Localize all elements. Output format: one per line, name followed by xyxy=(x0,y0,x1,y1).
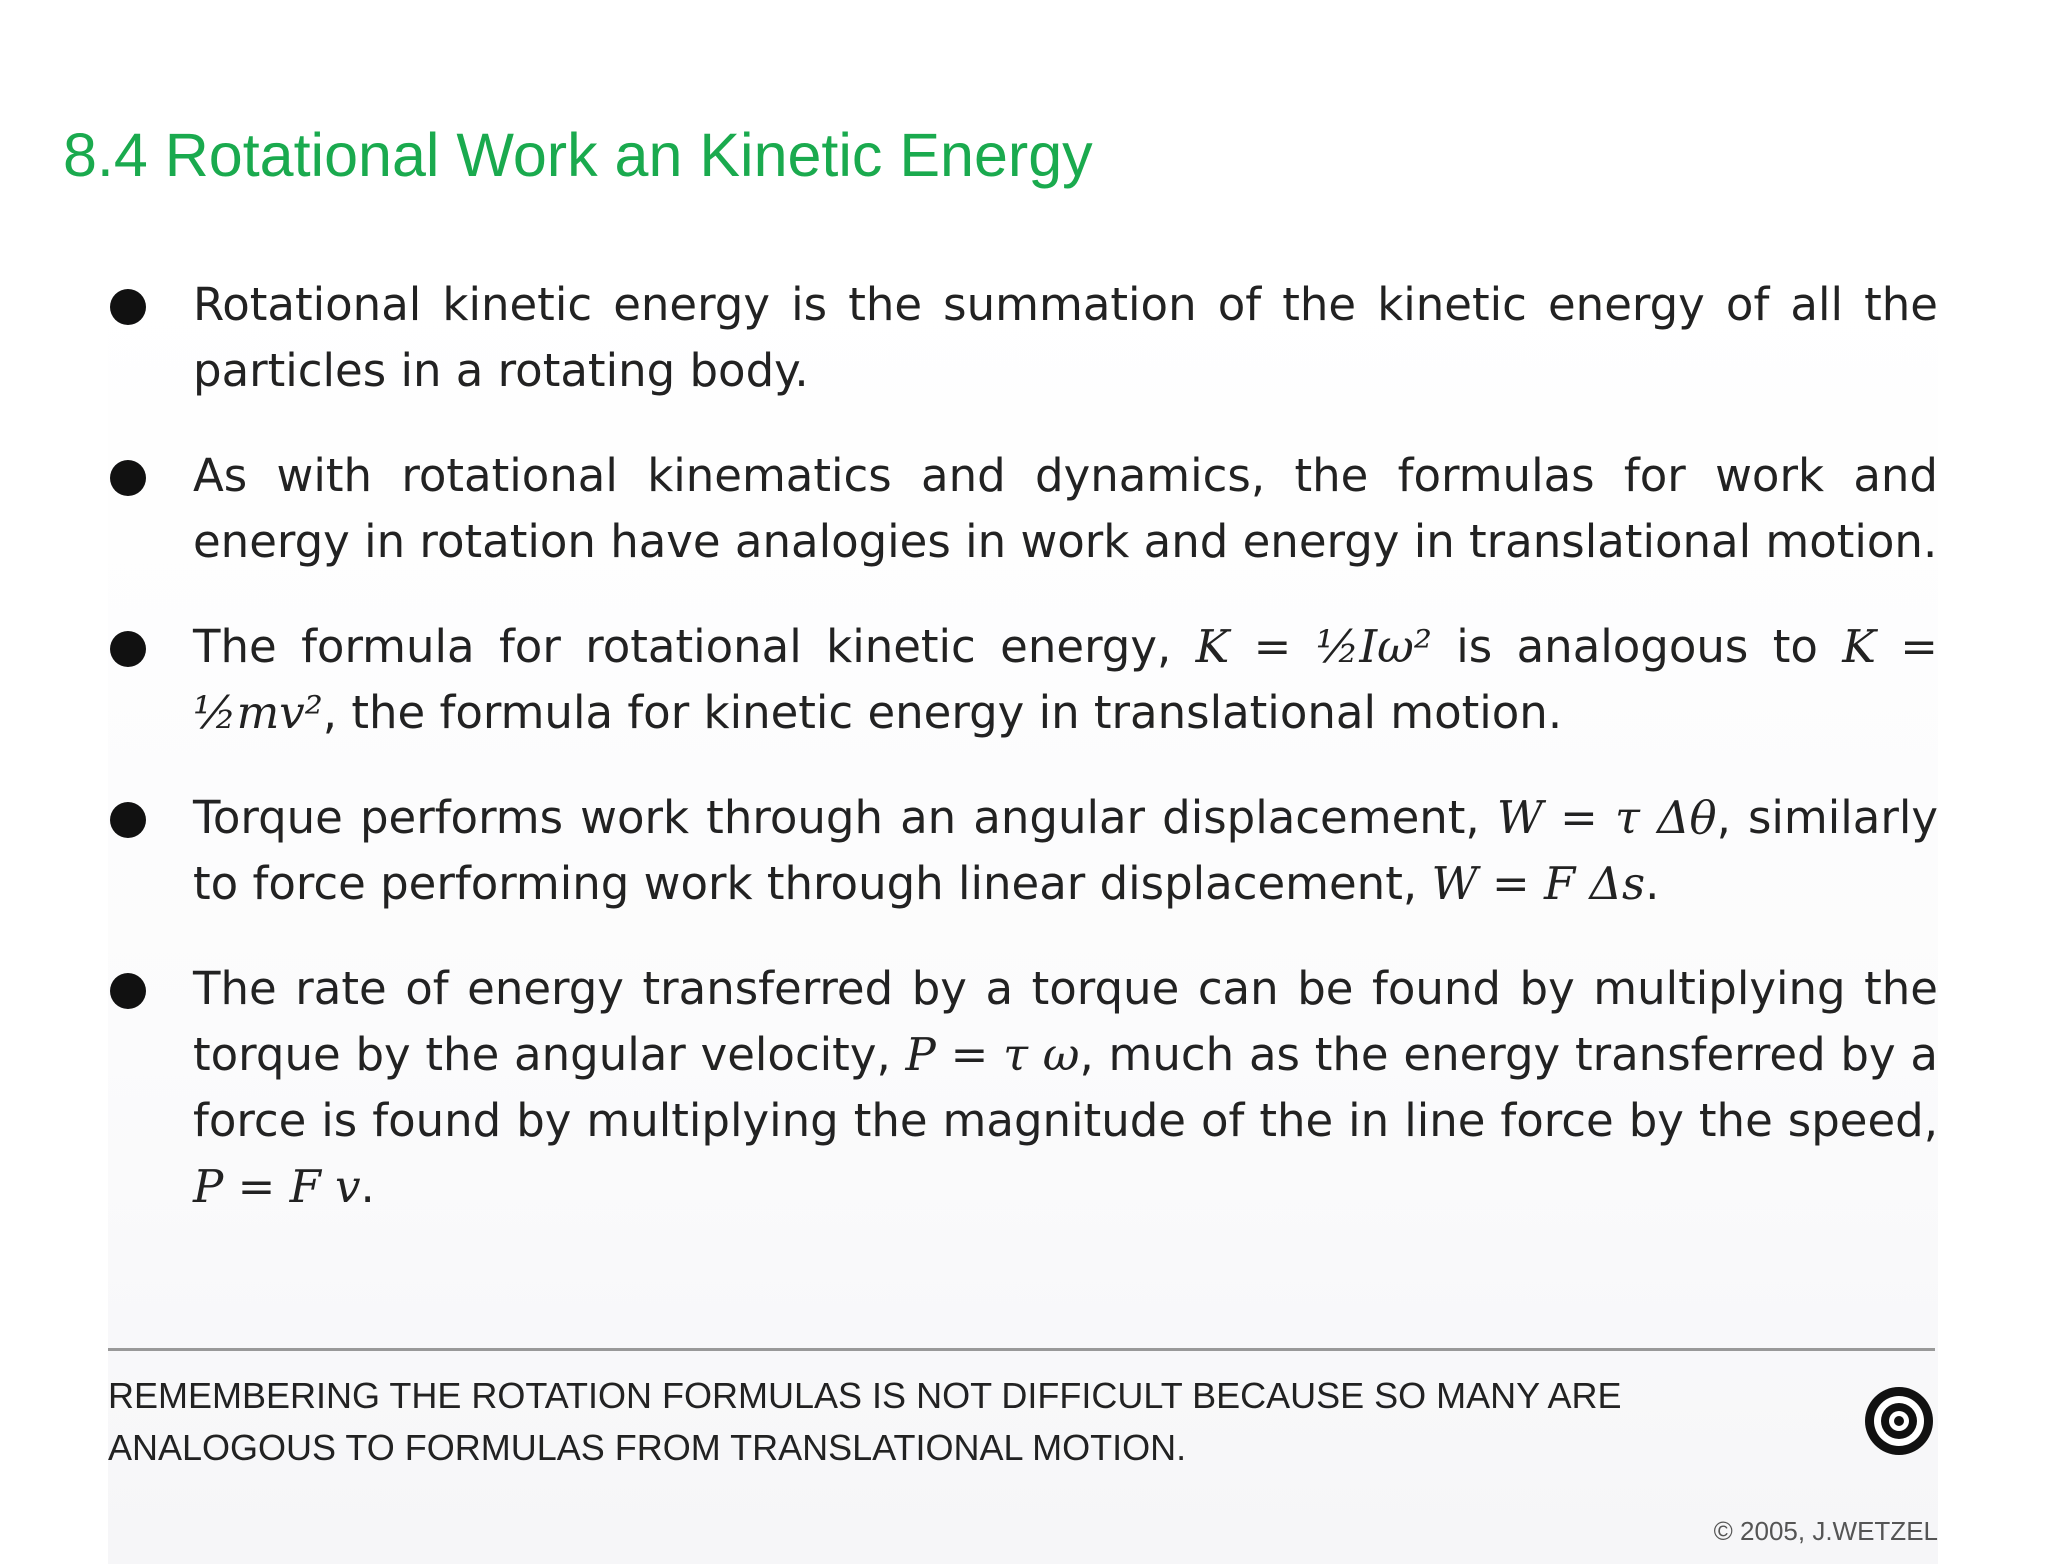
bullet-text: As with rotational kinematics and dynamics, the formulas for work and energy in rotation have analogies in work and energy in translational motion. xyxy=(193,449,1938,568)
bullet-text xyxy=(193,614,1938,746)
bullet-text-part: . xyxy=(1645,857,1660,910)
bullet-text-part: . xyxy=(360,1160,375,1213)
formula-rotational-power: P = τ ω xyxy=(905,1028,1080,1081)
page-title: 8.4 Rotational Work an Kinetic Energy xyxy=(63,121,1093,189)
formula-linear-work: W = F Δs xyxy=(1431,857,1646,910)
bullet-text-part: , the formula for kinetic energy in translational motion. xyxy=(322,686,1563,739)
footer-note: REMEMBERING THE ROTATION FORMULAS IS NOT DIFFICULT BECAUSE SO MANY ARE ANALOGOUS TO FORMULAS FROM TRANSLATIONAL MOTION. xyxy=(108,1375,1622,1468)
bullet-text-part: The formula for rotational kinetic energy, xyxy=(193,620,1196,673)
bullet-dot-icon xyxy=(110,802,146,838)
formula-rotational-kinetic-energy: K = ½Iω² xyxy=(1195,620,1432,673)
bullet-dot-icon xyxy=(110,973,146,1009)
bullet-text-part: , much as the energy transferred by a force is found by multiplying the magnitude of the in line force by the speed, xyxy=(193,1028,1938,1147)
bullet-text: Rotational kinetic energy is the summation of the kinetic energy of all the particles in a rotating body. xyxy=(193,278,1938,397)
footer-divider xyxy=(108,1348,1935,1351)
bullet-dot-icon xyxy=(110,460,146,496)
formula-linear-power: P = F v xyxy=(193,1160,361,1213)
slide-content xyxy=(108,272,1938,1564)
bullet-text xyxy=(193,785,1938,917)
bullet-text xyxy=(193,956,1938,1220)
bullet-dot-icon xyxy=(110,289,146,325)
bullet-dot-icon xyxy=(110,631,146,667)
target-icon xyxy=(1862,1384,1936,1458)
bullet-text-part: The rate of energy transferred by a torque can be found by multiplying the torque by the angular velocity, xyxy=(193,962,1938,1081)
formula-translational-kinetic-energy: K = ½mv² xyxy=(193,620,1938,739)
copyright-text: © 2005, J.WETZEL xyxy=(1713,1516,1938,1546)
bullet-text-part: , similarly to force performing work through linear displacement, xyxy=(193,791,1938,910)
bullet-text-part: is analogous to xyxy=(1431,620,1843,673)
formula-rotational-work: W = τ Δθ xyxy=(1496,791,1717,844)
bullet-text-part: Torque performs work through an angular displacement, xyxy=(193,791,1497,844)
